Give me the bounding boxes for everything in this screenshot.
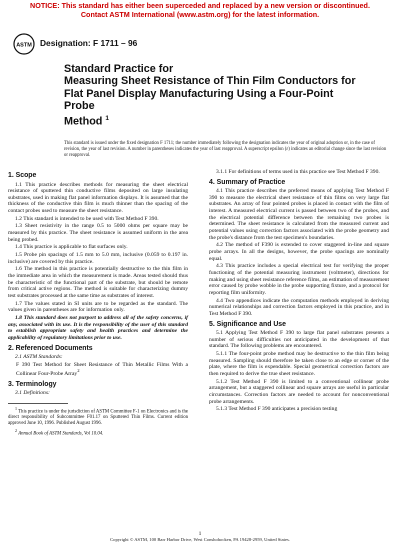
- para-1-7: 1.7 The values stated in SI units are to be regarded as the standard. The values given in parentheses are for information only.: [8, 300, 188, 314]
- para-4-2: 4.2 The method of F390 is extended to cover staggered in-line and square probe arrays. In all the designs, however, the probe spacings are nominally equal.: [209, 242, 389, 262]
- notice-line-2: Contact ASTM International (www.astm.org) for the latest information.: [80, 9, 320, 19]
- page-number: 1: [198, 531, 202, 537]
- para-1-4: 1.4 This practice is applicable to flat surfaces only.: [15, 244, 128, 251]
- footnote-2: [8, 428, 188, 437]
- summary-heading: 4. Summary of Practice: [209, 178, 286, 186]
- para-4-1: 4.1 This practice describes the preferred means of applying Test Method F 390 to measure the electrical sheet resistance of thin films on very large flat substrates. An array of four pointed probes is placed in contact with the film of interest. A measured electrical current is passed between two of the probes, and the electrical potential difference between the remaining two probes is determined. The sheet resistance is calculated from the measured current and potential values using correction factors associated with the probe geometry and the probe's distance from the test specimen's boundaries.: [209, 188, 389, 241]
- left-column: [8, 169, 188, 438]
- significance-heading: 5. Significance and Use: [209, 320, 286, 328]
- title-method: Method: [64, 115, 103, 128]
- title-line-1: Standard Practice for: [64, 63, 174, 75]
- copyright-footer: Copyright © ASTM, 100 Barr Harbor Drive, West Conshohocken, PA 19428-2959, United States.: [110, 537, 290, 542]
- footnote-1-text: This practice is under the jurisdiction of ASTM Committee F-1 on Electronics and is the direct responsibility of Subcommittee F01.17 on Sputtered Thin Films. Current edition approved June 10, 1996. Published August 1996.: [8, 409, 188, 427]
- footnote-divider: [8, 403, 68, 404]
- footnote-2-mark: 2: [15, 427, 17, 433]
- footnote-1: [8, 406, 188, 427]
- issue-note: This standard is issued under the fixed designation F 1711; the number immediately following the designation indicates the year of original adoption or, in the case of revision, the year of last revision. A number in parentheses indicates the year of last reapproval. A superscript epsilon (ε) indicates an editorial change since the last revision or reapproval.: [64, 141, 387, 158]
- reference-f390: [16, 362, 188, 378]
- notice-line-1: NOTICE: This standard has either been superceded and replaced by a new version or discontinued.: [30, 1, 370, 10]
- para-1-1: 1.1 This practice describes methods for measuring the sheet electrical resistance of sputtered thin conductive films deposited on large insulating substrates, used in making flat panel information displays. It is assumed that the thickness of the conductive thin film is much thinner than the spacing of the contact probes used to measure the sheet resistance.: [8, 181, 188, 215]
- para-5-1: 5.1 Applying Test Method F 390 to large flat panel substrates presents a number of serious difficulties not anticipated in the development of that standard. The following problems are encountered.: [209, 330, 389, 350]
- para-1-5: 1.5 Probe pin spacings of 1.5 mm to 5.0 mm, inclusive (0.059 to 0.197 in. inclusive) are covered by this practice.: [8, 252, 188, 265]
- para-3-1: 3.1 Definitions:: [15, 390, 50, 397]
- para-1-3: 1.3 Sheet resistivity in the range 0.5 to 5000 ohms per square may be measured by this practice. The sheet resistance is assumed uniform in the area being probed.: [8, 223, 188, 243]
- supersession-notice: [0, 2, 400, 19]
- para-5-1-2: 5.1.2 Test Method F 390 is limited to a conventional collinear probe arrangement, but a staggered collinear and square arrays are useful in particular circumstances. Correction factors are needed to account for nonconventional probe arrangements.: [209, 378, 389, 405]
- para-1-6: 1.6 The method in this practice is potentially destructive to the thin film in the immediate area in which the measurement is made. Areas tested should thus be characteristic of the functional part of the substrate, but should be remote from critical active regions. The method is suitable for characterizing dummy test substrates processed at the same time as substrates of interest.: [8, 266, 188, 299]
- astm-logo-icon: [13, 33, 35, 55]
- title-line-3: Flat Panel Display Manufacturing Using a Four-Point Probe: [64, 87, 334, 113]
- para-2-1: 2.1 ASTM Standards:: [15, 354, 63, 361]
- reference-f390-text: F 390 Test Method for Sheet Resistance of Thin Metallic Films With a Collinear Four-Probe Array: [16, 361, 188, 378]
- para-5-1-3: 5.1.3 Test Method F 390 anticipates a precision testing: [216, 406, 338, 413]
- footnote-1-mark: 1: [15, 406, 17, 412]
- document-title: [64, 63, 364, 128]
- scope-heading: 1. Scope: [8, 172, 37, 179]
- terminology-heading: 3. Terminology: [8, 380, 57, 388]
- title-line-4: [64, 113, 364, 128]
- right-column: [209, 169, 389, 414]
- para-1-2: 1.2 This standard is intended to be used with Test Method F 390.: [15, 215, 159, 222]
- para-1-8-safety: 1.8 This standard does not purport to address all of the safety concerns, if any, associated with its use. It is the responsibility of the user of this standard to establish appropriate safety and health practices and determine the applicability of regulatory limitations prior to use.: [8, 314, 188, 341]
- designation: Designation: F 1711 – 96: [40, 38, 138, 48]
- para-4-3: 4.3 This practice includes a special electrical test for verifying the proper functioning of the potential measuring instrument (voltmeter), directions for making and using sheet resistance reference films, an estimation of measurement error caused by probe wobble in the probe supporting fixture, and a protocol for reporting film uniformity.: [209, 263, 389, 296]
- referenced-documents-heading: 2. Referenced Documents: [8, 344, 93, 352]
- para-4-4: 4.4 Two appendices indicate the computation methods employed in deriving numerical relationships and correction factors employed in this practice, and in Test Method F 390.: [209, 297, 389, 317]
- para-3-1-1: 3.1.1 For definitions of terms used in this practice see Test Method F 390.: [216, 169, 380, 175]
- para-5-1-1: 5.1.1 The four-point probe method may be destructive to the thin film being measured. Sampling should therefore be taken close to an edge or corner of the plate, where the film is expendable. Special geometrical correction factors are then required to derive the true sheet resistance.: [209, 351, 389, 378]
- logo-text: ASTM: [16, 42, 32, 49]
- footnote-2-text: Annual Book of ASTM Standards, Vol 10.04.: [18, 431, 104, 437]
- title-line-2: Measuring Sheet Resistance of Thin Film Conductors for: [64, 75, 356, 88]
- title-footnote-mark[interactable]: 1: [105, 114, 110, 122]
- reference-footnote-mark[interactable]: 2: [77, 368, 80, 374]
